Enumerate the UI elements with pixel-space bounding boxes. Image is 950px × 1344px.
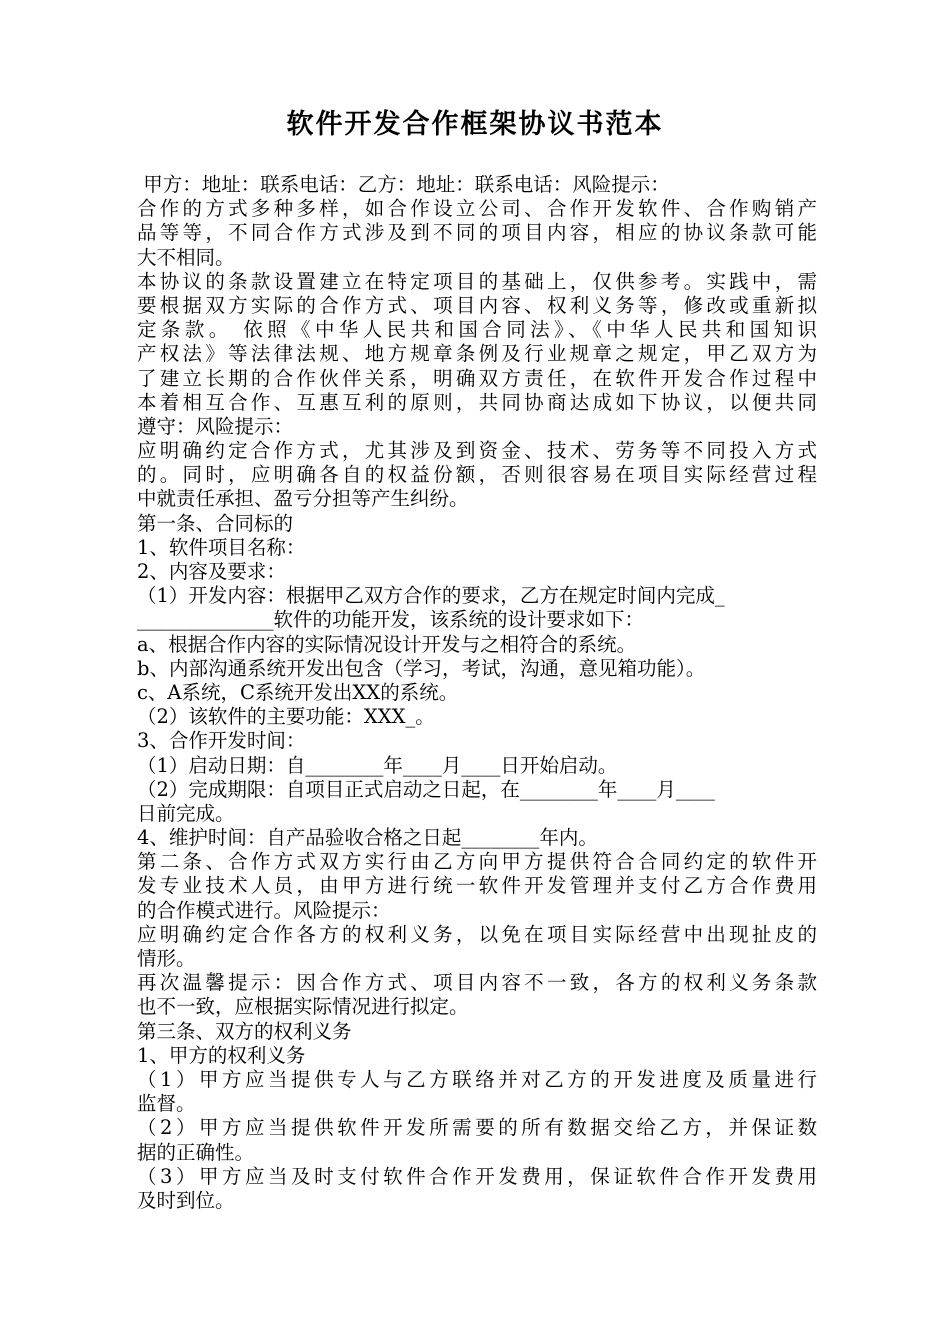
- body-line: 甲方：地址：联系电话：乙方：地址：联系电话：风险提示：: [137, 173, 670, 196]
- body-line: 了建立长期的合作伙伴关系，明确双方责任，在软件开发合作过程中: [137, 366, 817, 390]
- body-line: （1）甲方应当提供专人与乙方联络并对乙方的开发进度及质量进行: [137, 1067, 817, 1091]
- body-line: 要根据双方实际的合作方式、项目内容、权利义务等，修改或重新拟: [137, 293, 817, 317]
- body-line: 情形。: [137, 947, 196, 970]
- body-line: （3）甲方应当及时支付软件合作开发费用，保证软件合作开发费用: [137, 1164, 817, 1188]
- body-line: （2）完成期限：自项目正式启动之日起，在________年____月____: [137, 777, 715, 801]
- body-line: 3、合作开发时间：: [137, 729, 306, 753]
- body-line: 应明确约定合作方式，尤其涉及到资金、技术、劳务等不同投入方式: [137, 439, 817, 463]
- body-line: （2）该软件的主要功能：XXX_。: [137, 705, 435, 729]
- body-line: 的。同时，应明确各自的权益份额，否则很容易在项目实际经营过程: [137, 463, 817, 487]
- section-heading: 第三条、双方的权利义务: [137, 1019, 352, 1043]
- body-line: 也不一致，应根据实际情况进行拟定。: [137, 995, 469, 1019]
- document-body: [137, 173, 817, 1213]
- body-line: 1、软件项目名称：: [137, 535, 306, 559]
- body-line: 发专业技术人员，由甲方进行统一软件开发管理并支付乙方合作费用: [137, 874, 817, 898]
- body-line: 合作的方式多种多样，如合作设立公司、合作开发软件、合作购销产: [137, 197, 817, 221]
- body-line: 再次温馨提示：因合作方式、项目内容不一致，各方的权利义务条款: [137, 971, 817, 995]
- body-line: c、A系统，C系统开发出XX的系统。: [137, 680, 459, 704]
- body-line: 据的正确性。: [137, 1140, 255, 1164]
- body-line: 日前完成。: [137, 801, 235, 825]
- body-line: （1）开发内容：根据甲乙双方合作的要求，乙方在规定时间内完成_: [137, 584, 725, 608]
- body-line: 及时到位。: [137, 1188, 235, 1212]
- body-line: ______________软件的功能开发，该系统的设计要求如下：: [137, 608, 645, 632]
- body-line: 大不相同。: [137, 245, 235, 269]
- body-line: 2、内容及要求：: [137, 560, 286, 583]
- body-line: 的合作模式进行。风险提示：: [137, 898, 391, 922]
- body-line: 定条款。 依照《中华人民共和国合同法》、《中华人民共和国知识: [137, 318, 817, 342]
- body-line: 产权法》等法律法规、地方规章条例及行业规章之规定，甲乙双方为: [137, 342, 817, 366]
- body-line: 1、甲方的权利义务: [137, 1043, 306, 1067]
- section-heading: 第二条、合作方式双方实行由乙方向甲方提供符合合同约定的软件开: [137, 850, 817, 874]
- document-title: 软件开发合作框架协议书范本: [286, 109, 664, 140]
- body-line: 遵守：风险提示：: [137, 414, 294, 438]
- body-line: 应明确约定合作各方的权利义务，以免在项目实际经营中出现扯皮的: [137, 922, 817, 946]
- body-line: 本着相互合作、互惠互利的原则，共同协商达成如下协议，以便共同: [137, 390, 817, 414]
- section-heading: 第一条、合同标的: [137, 511, 294, 535]
- body-line: 监督。: [137, 1092, 196, 1116]
- body-line: 中就责任承担、盈亏分担等产生纠纷。: [137, 487, 469, 511]
- body-line: 本协议的条款设置建立在特定项目的基础上，仅供参考。实践中，需: [137, 269, 817, 293]
- body-line: a、根据合作内容的实际情况设计开发与之相符合的系统。: [137, 632, 637, 656]
- body-line: （2）甲方应当提供软件开发所需要的所有数据交给乙方，并保证数: [137, 1116, 817, 1140]
- body-line: 品等等，不同合作方式涉及到不同的项目内容，相应的协议条款可能: [137, 221, 817, 245]
- body-line: （1）启动日期：自________年____月____日开始启动。: [137, 753, 618, 777]
- body-line: b、内部沟通系统开发出包含（学习，考试，沟通，意见箱功能）。: [137, 656, 706, 680]
- body-line: 4、维护时间：自产品验收合格之日起________年内。: [137, 826, 598, 850]
